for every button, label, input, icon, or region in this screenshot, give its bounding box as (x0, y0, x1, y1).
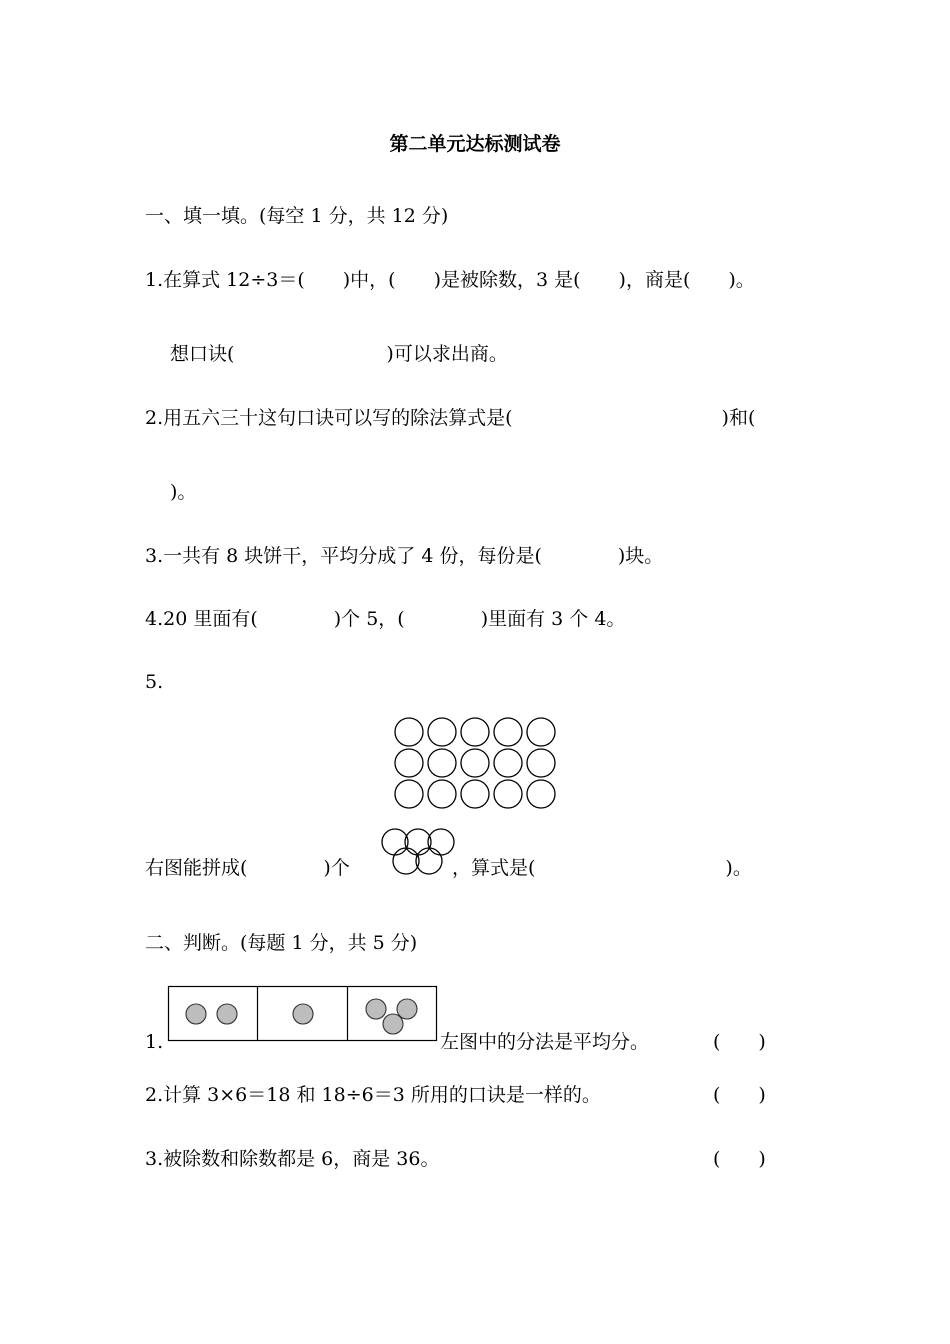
q2-line1: 2.用五六三十这句口诀可以写的除法算式是( )和( (145, 407, 756, 429)
judge1-answer-bracket[interactable]: ( ) (713, 1031, 766, 1053)
circle-grid-figure (393, 716, 563, 816)
q3-text: 3.一共有 8 块饼干，平均分成了 4 份，每份是( )块。 (145, 545, 664, 567)
q2-line2: )。 (170, 481, 197, 503)
judge2-text: 2.计算 3×6＝18 和 18÷6＝3 所用的口诀是一样的。 (145, 1084, 601, 1106)
judge3-text: 3.被除数和除数都是 6，商是 36。 (145, 1148, 440, 1170)
q4-text: 4.20 里面有( )个 5，( )里面有 3 个 4。 (145, 608, 626, 630)
five-rings-icon (379, 827, 459, 879)
section1-heading: 一、填一填。(每空 1 分，共 12 分) (145, 205, 449, 227)
q5-text-a: 右图能拼成( )个 (145, 857, 350, 879)
q5-text-b: ，算式是( )。 (452, 857, 752, 879)
judge1-label: 1. (145, 1031, 164, 1053)
judge1-text: 左图中的分法是平均分。 (440, 1031, 650, 1053)
section2-heading: 二、判断。(每题 1 分，共 5 分) (145, 932, 418, 954)
q1-line2: 想口诀( )可以求出商。 (170, 343, 508, 365)
q1-line1: 1.在算式 12÷3＝( )中，( )是被除数，3 是( )，商是( )。 (145, 269, 755, 291)
q5-label: 5. (145, 671, 164, 693)
page-title: 第二单元达标测试卷 (389, 133, 561, 155)
judge3-answer-bracket[interactable]: ( ) (713, 1148, 766, 1170)
three-box-dot-figure (168, 986, 438, 1044)
judge2-answer-bracket[interactable]: ( ) (713, 1084, 766, 1106)
